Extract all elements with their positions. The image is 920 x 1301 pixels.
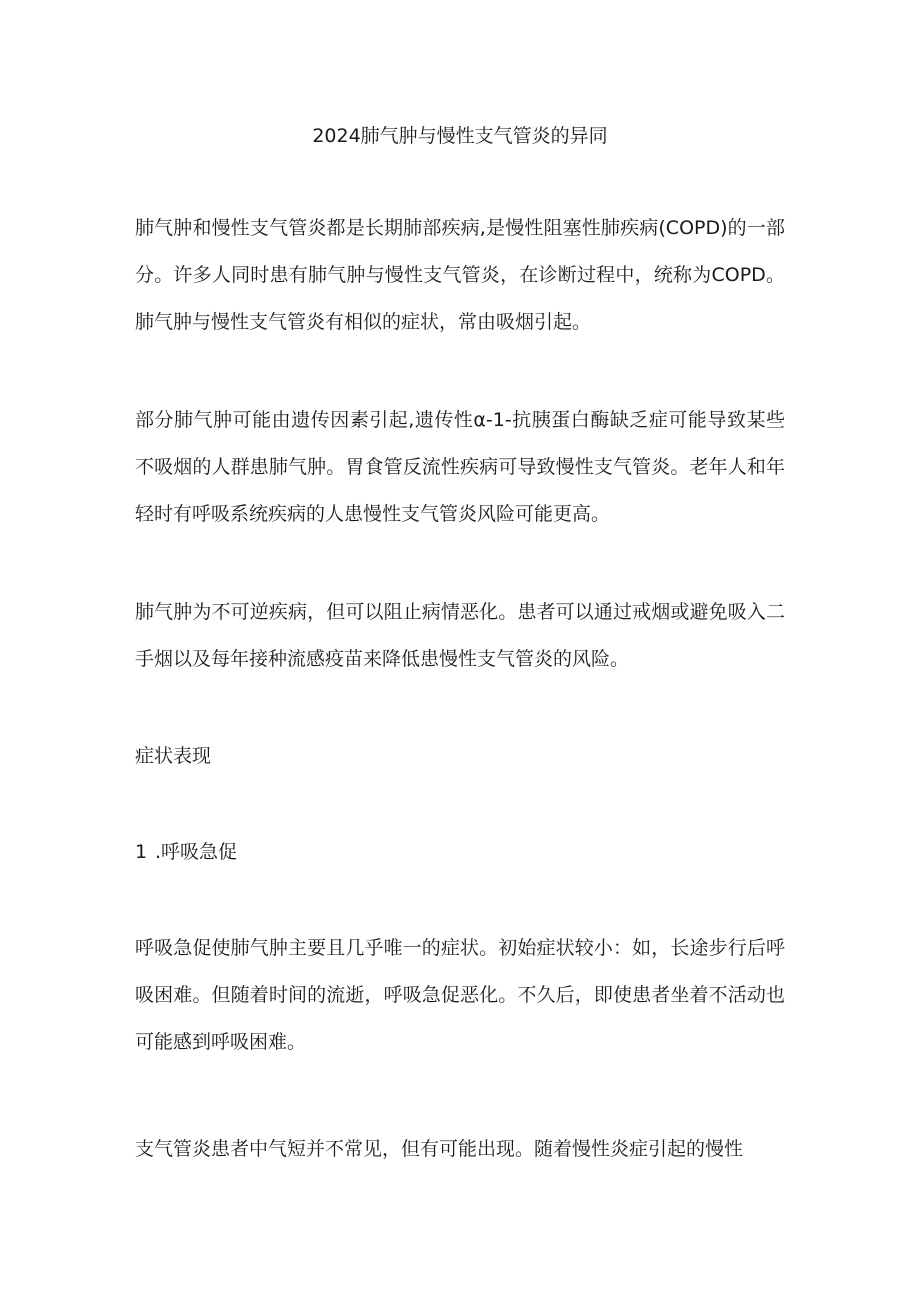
paragraph-emphysema-symptom: 呼吸急促使肺气肿主要且几乎唯一的症状。初始症状较小：如，长途步行后呼吸困难。但随着时间的流逝，呼吸急促恶化。不久后，即使患者坐着不活动也可能感到呼吸困难。: [135, 937, 785, 1053]
list-item-number: 1: [135, 841, 148, 863]
paragraph-prevention: 肺气肿为不可逆疾病，但可以阻止病情恶化。患者可以通过戒烟或避免吸入二手烟以及每年接种流感疫苗来降低患慢性支气管炎的风险。: [135, 601, 785, 670]
list-item-shortness-of-breath: [135, 838, 237, 866]
list-item-label: .呼吸急促: [155, 841, 238, 863]
section-heading-symptoms: 症状表现: [135, 745, 212, 767]
paragraph-causes: 部分肺气肿可能由遗传因素引起,遗传性α-1-抗胰蛋白酶缺乏症可能导致某些不吸烟的人群患肺气肿。胃食管反流性疾病可导致慢性支气管炎。老年人和年轻时有呼吸系统疾病的人患慢性支气管炎风险可能更高。: [135, 409, 785, 525]
paragraph-bronchitis-symptom: 支气管炎患者中气短并不常见，但有可能出现。随着慢性炎症引起的慢性: [135, 1138, 744, 1160]
document-title: 2024肺气肿与慢性支气管炎的异同: [312, 125, 608, 147]
paragraph-copd-intro: 肺气肿和慢性支气管炎都是长期肺部疾病,是慢性阻塞性肺疾病(COPD)的一部分。许多人同时患有肺气肿与慢性支气管炎，在诊断过程中，统称为COPD。肺气肿与慢性支气管炎有相似的症状，常由吸烟引起。: [135, 217, 785, 333]
